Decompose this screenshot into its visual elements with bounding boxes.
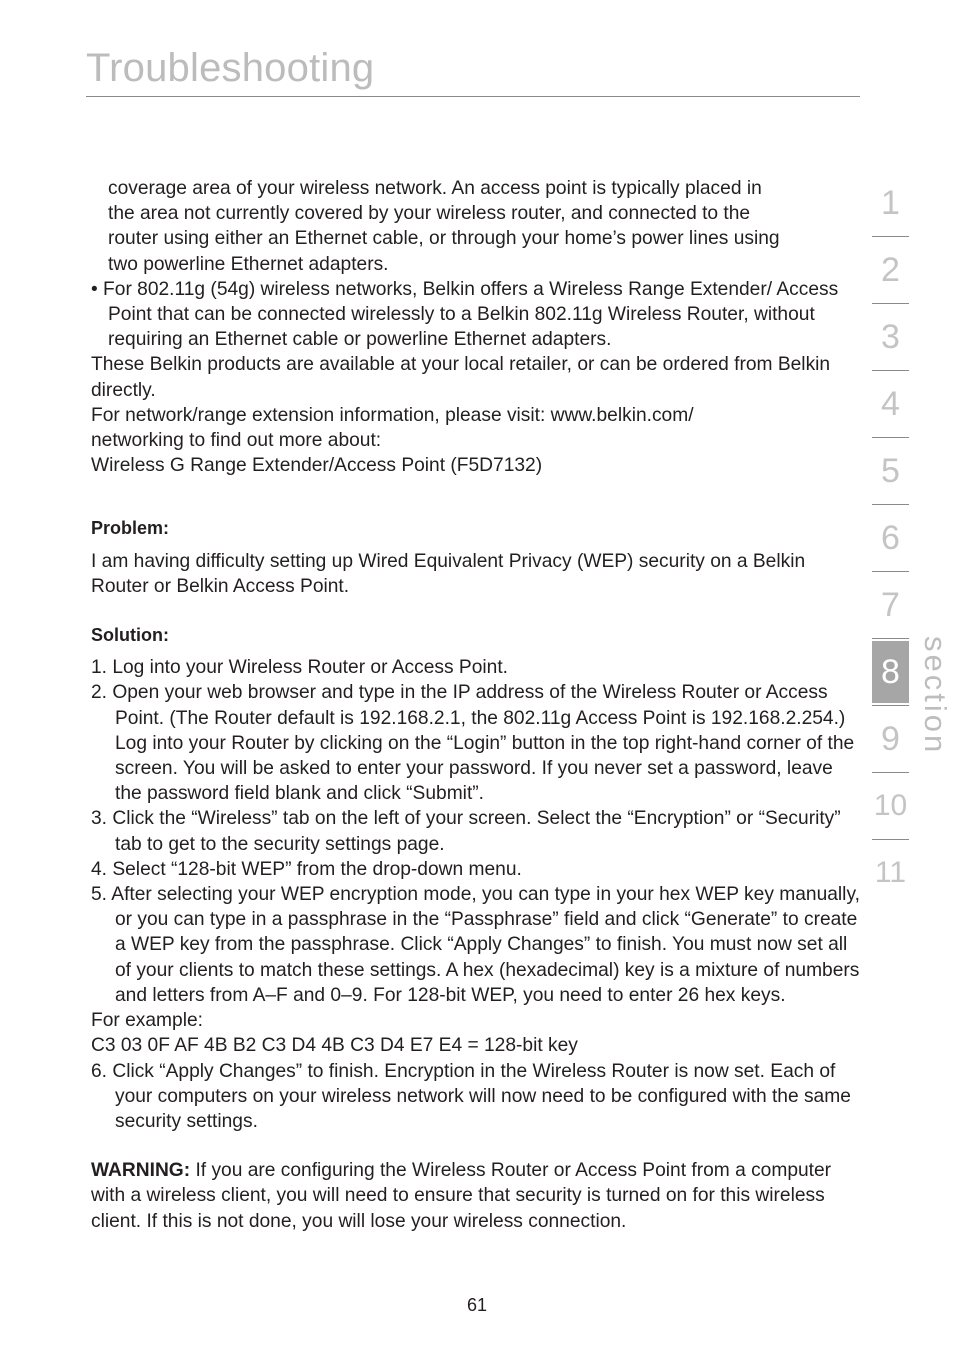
section-tab-5[interactable] xyxy=(872,438,909,505)
warning-paragraph xyxy=(91,1158,863,1234)
section-tab-6[interactable] xyxy=(872,505,909,572)
section-tab-number: 11 xyxy=(874,856,907,889)
step-item: 4. Select “128-bit WEP” from the drop-down menu. xyxy=(91,858,522,880)
section-tab-8-active[interactable] xyxy=(872,639,909,706)
section-tab-number: 9 xyxy=(881,720,900,758)
problem-text: I am having difficulty setting up Wired Equivalent Privacy (WEP) security on a Belkin Router or Belkin Access Point. xyxy=(91,550,806,597)
bullet-item: • For 802.11g (54g) wireless networks, Belkin offers a Wireless Range Extender/ Access Point that can be connected wirelessly to a Belkin 802.11g Wireless Router, without requiring an Ethernet cable or powerline Ethernet adapters. xyxy=(91,278,839,351)
section-tab-3[interactable] xyxy=(872,304,909,371)
warning-label: WARNING: xyxy=(91,1160,191,1182)
continued-line: coverage area of your wireless network. An access point is typically placed in xyxy=(108,178,762,199)
step-item: 6. Click “Apply Changes” to finish. Encryption in the Wireless Router is now set. Each of your computers on your wireless network will now need to be configured with the same security settings. xyxy=(91,1060,851,1132)
section-tab-number: 7 xyxy=(881,586,900,624)
section-tab-number: 3 xyxy=(881,318,900,356)
section-tab-7[interactable] xyxy=(872,572,909,639)
step-item: 5. After selecting your WEP encryption mode, you can type in your hex WEP key manually, or you can type in a passphrase in the “Passphrase” field and click “Generate” to create a WEP key from the passphrase. Click “Apply Changes” to finish. You must now set all of your clients to match these settings. A hex (hexadecimal) key is a mixture of numbers and letters from A–F and 0–9. For 128-bit WEP, you need to enter 26 hex keys. xyxy=(91,884,860,1006)
visit-line: For network/range extension information, please visit: www.belkin.com/ xyxy=(91,404,694,426)
section-label xyxy=(912,636,954,756)
section-tab-4[interactable] xyxy=(872,371,909,438)
availability-paragraph: These Belkin products are available at your local retailer, or can be ordered from Belkin directly. xyxy=(91,354,831,401)
continued-line: router using either an Ethernet cable, or through your home’s power lines using xyxy=(108,228,780,250)
section-tab-number: 6 xyxy=(881,519,900,557)
continued-line: the area not currently covered by your wireless router, and connected to the xyxy=(108,203,751,225)
page-title: Troubleshooting xyxy=(86,46,375,90)
section-tab-number: 2 xyxy=(881,251,900,289)
step-item: 1. Log into your Wireless Router or Access Point. xyxy=(91,657,508,679)
section-tab-number: 10 xyxy=(873,789,908,822)
section-tab-10[interactable] xyxy=(872,773,909,840)
section-tab-number: 5 xyxy=(881,452,900,490)
warning-text: If you are configuring the Wireless Router or Access Point from a computer with a wireless client, you will need to ensure that security is turned on for this wireless client. If this is not done, you will lose your wireless connection. xyxy=(91,1160,832,1232)
step-item: 3. Click the “Wireless” tab on the left of your screen. Select the “Encryption” or “Security” tab to get to the security settings page. xyxy=(91,808,841,855)
product-line: Wireless G Range Extender/Access Point (F5D7132) xyxy=(91,455,543,477)
step-item: 2. Open your web browser and type in the IP address of the Wireless Router or Access Point. (The Router default is 192.168.2.1, the 802.11g Access Point is 192.168.2.254.) Log into your Router by clicking on the “Login” button in the top right-hand corner of the screen. You will be asked to enter your password. If you never set a password, leave the password field blank and click “Submit”. xyxy=(91,682,855,805)
example-key: C3 03 0F AF 4B B2 C3 D4 4B C3 D4 E7 E4 = 128-bit key xyxy=(91,1035,578,1057)
section-tab-number: 1 xyxy=(881,184,900,222)
section-tab-9[interactable] xyxy=(872,706,909,773)
title-divider xyxy=(86,96,860,97)
example-label: For example: xyxy=(91,1010,203,1032)
visit-line: networking to find out more about: xyxy=(91,430,382,452)
section-tab-number: 8 xyxy=(881,653,900,691)
section-label-text: section xyxy=(918,636,953,756)
document-body xyxy=(91,176,863,1234)
section-tab-1[interactable] xyxy=(872,170,909,237)
section-nav xyxy=(872,170,909,906)
solution-label: Solution: xyxy=(91,625,169,646)
problem-label: Problem: xyxy=(91,518,170,539)
section-tab-11[interactable] xyxy=(872,840,909,906)
page-number: 61 xyxy=(466,1295,488,1315)
continued-line: two powerline Ethernet adapters. xyxy=(108,253,389,275)
section-tab-number: 4 xyxy=(881,385,900,423)
section-tab-2[interactable] xyxy=(872,237,909,304)
